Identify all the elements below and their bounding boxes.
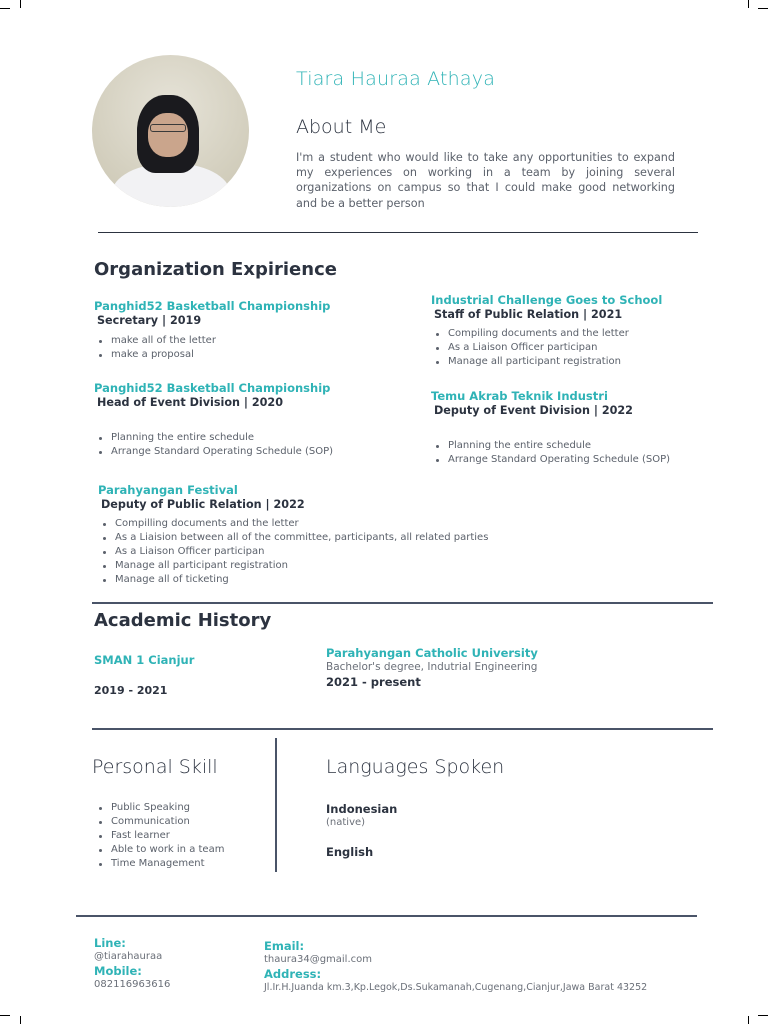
academic-heading: Academic History [94,610,272,631]
list-item: Manage all of ticketing [98,573,598,587]
list-item: Compiling documents and the letter [431,327,751,341]
org-item [98,483,598,587]
university-degree: Bachelor's degree, Indutrial Engineering [326,661,538,673]
column-divider [275,738,277,872]
language-name: Indonesian [326,802,398,816]
list-item: As a Liaison Officer participan [431,341,751,355]
list-item: Public Speaking [94,801,224,815]
org-item [94,299,414,362]
mobile-value: 082116963616 [94,979,171,990]
list-item: make all of the letter [94,334,414,348]
crop-mark [20,1016,21,1024]
crop-mark [758,1015,768,1016]
list-item: Manage all participant registration [98,559,598,573]
org-title: Parahyangan Festival [98,483,238,497]
line-label: Line: [94,936,126,950]
divider [76,915,697,917]
list-item: Arrange Standard Operating Schedule (SOP) [431,453,751,467]
org-item [431,293,751,369]
list-item: Arrange Standard Operating Schedule (SOP) [94,445,414,459]
list-item: Time Management [94,857,224,871]
list-item: make a proposal [94,348,414,362]
skills-list [94,801,224,871]
list-item: Fast learner [94,829,224,843]
org-title: Temu Akrab Teknik Industri [431,389,608,403]
list-item: Compilling documents and the letter [98,517,598,531]
skills-heading: Personal Skill [92,756,218,778]
university-years: 2021 - present [326,675,421,689]
about-text: I'm a student who would like to take any opportunities to expand my experiences on working in a team by joining several organizations on campus so that I could make good networking and be a better person [296,151,675,210]
org-role: Secretary | 2019 [97,314,202,327]
person-name: Tiara Hauraa Athaya [296,68,496,90]
organization-heading: Organization Expirience [94,259,337,280]
address-value: Jl.Ir.H.Juanda km.3,Kp.Legok,Ds.Sukamanah,Cugenang,Cianjur,Jawa Barat 43252 [264,982,648,993]
divider [98,232,698,233]
crop-mark [758,8,768,9]
divider [92,602,713,604]
org-role: Head of Event Division | 2020 [97,396,283,409]
crop-mark [748,0,749,8]
address-label: Address: [264,967,322,981]
crop-mark [20,0,21,8]
university-name: Parahyangan Catholic University [326,646,538,660]
org-role: Staff of Public Relation | 2021 [434,308,623,321]
org-item [94,381,414,459]
line-value: @tiarahauraa [94,951,163,962]
list-item: Manage all participant registration [431,355,751,369]
languages-heading: Languages Spoken [326,756,505,778]
school-name: SMAN 1 Cianjur [94,653,195,667]
org-item [431,389,751,467]
mobile-label: Mobile: [94,964,142,978]
list-item: Planning the entire schedule [431,439,751,453]
org-title: Panghid52 Basketball Championship [94,381,331,395]
list-item: Communication [94,815,224,829]
crop-mark [748,1016,749,1024]
email-value: thaura34@gmail.com [264,954,372,965]
language-level: (native) [326,817,366,828]
school-years: 2019 - 2021 [94,684,168,697]
org-title: Industrial Challenge Goes to School [431,293,663,307]
list-item: As a Liaision between all of the committee, participants, all related parties [98,531,598,545]
crop-mark [0,8,10,9]
about-heading: About Me [296,116,387,138]
list-item: As a Liaison Officer participan [98,545,598,559]
crop-mark [0,1015,10,1016]
list-item: Planning the entire schedule [94,431,414,445]
profile-photo [92,55,249,207]
language-name: English [326,845,374,859]
divider [92,728,713,730]
list-item: Able to work in a team [94,843,224,857]
org-title: Panghid52 Basketball Championship [94,299,331,313]
org-role: Deputy of Public Relation | 2022 [101,498,305,511]
email-label: Email: [264,939,305,953]
org-role: Deputy of Event Division | 2022 [434,404,633,417]
